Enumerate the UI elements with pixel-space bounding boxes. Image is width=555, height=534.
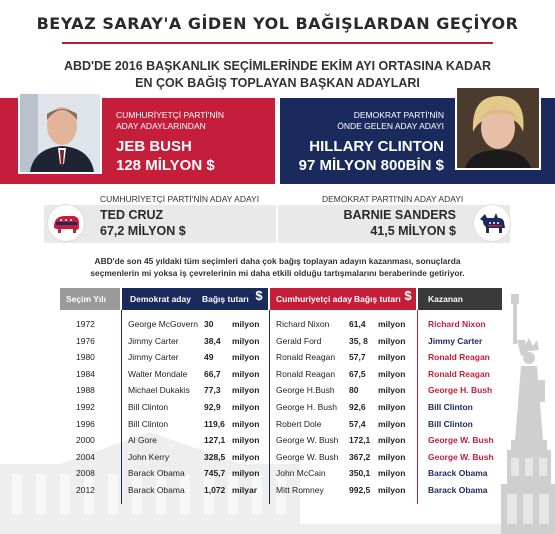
header-dem-label: Demokrat aday: [130, 294, 191, 304]
year-cell: 1992: [76, 402, 95, 412]
bush-caption: [116, 110, 224, 132]
democrat-amount-cell: 745,7: [204, 468, 226, 479]
democrat-name-cell: Bill Clinton: [128, 418, 169, 429]
democrat-unit-cell: milyon: [232, 468, 260, 479]
republican-name-cell: George W. Bush: [276, 451, 339, 462]
republican-unit-cell: milyon: [378, 485, 406, 495]
democrat-amount-cell: 77,3: [204, 385, 221, 396]
winner-cell: Richard Nixon: [428, 319, 486, 329]
republican-amount-cell: 80: [349, 385, 359, 396]
bush-amount: 128 MİLYON $: [116, 157, 215, 174]
year-cell: 1988: [76, 385, 95, 396]
winner-cell: Bill Clinton: [428, 418, 473, 429]
democrat-name-cell: Michael Dukakis: [128, 385, 190, 396]
clinton-photo: [455, 86, 541, 170]
table-row: [60, 482, 502, 499]
democrat-name-cell: Jimmy Carter: [128, 352, 179, 363]
header-dem-amount-label: Bağış tutarı: [202, 294, 249, 304]
winner-cell: George W. Bush: [428, 451, 494, 462]
bush-caption-line-2: ADAY ADAYLARINDAN: [116, 121, 206, 131]
republican-name-cell: George H. Bush: [276, 402, 337, 412]
dollar-icon: $: [255, 288, 263, 303]
republican-amount-cell: 35, 8: [349, 335, 368, 346]
republican-name-cell: Gerald Ford: [276, 335, 322, 346]
year-cell: 1972: [76, 319, 95, 329]
democrat-unit-cell: milyon: [232, 319, 260, 329]
winner-cell: George H. Bush: [428, 385, 493, 396]
republican-amount-cell: 61,4: [349, 319, 366, 329]
header-democrat: [122, 288, 268, 310]
republican-amount-cell: 57,4: [349, 418, 366, 429]
republican-amount-cell: 172,1: [349, 435, 371, 446]
democrat-unit-cell: milyon: [232, 385, 260, 396]
intro-line-2: seçmenlerin mi yoksa iş çevrelerinin mi daha etkili olduğu tartışmalarını beraberinde getiriyor.: [90, 268, 465, 278]
bush-photo: [18, 92, 102, 174]
sanders-name: BARNIE SANDERS: [343, 208, 456, 222]
democrat-name-cell: Bill Clinton: [128, 402, 169, 412]
header-year: [60, 288, 120, 310]
republican-unit-cell: milyon: [378, 368, 406, 379]
democrat-unit-cell: milyon: [232, 402, 260, 412]
year-cell: 2004: [76, 451, 95, 462]
table-row: [60, 349, 502, 366]
donkey-icon: [474, 205, 510, 241]
sanders-caption: DEMOKRAT PARTİ'NİN ADAY ADAYI: [322, 194, 464, 204]
republican-name-cell: Ronald Reagan: [276, 352, 336, 363]
democrat-amount-cell: 30: [204, 319, 214, 329]
table-row: [60, 432, 502, 449]
bush-name: JEB BUSH: [116, 138, 192, 155]
header-rep-label: Cumhuriyetçi aday: [276, 294, 353, 304]
header-republican: [270, 288, 416, 310]
republican-name-cell: Robert Dole: [276, 418, 322, 429]
cruz-name: TED CRUZ: [100, 208, 164, 222]
democrat-unit-cell: milyon: [232, 352, 260, 363]
year-cell: 1996: [76, 418, 95, 429]
winner-cell: George W. Bush: [428, 435, 494, 446]
year-cell: 1984: [76, 368, 95, 379]
header-year-label: Seçim Yılı: [66, 294, 107, 304]
democrat-amount-cell: 49: [204, 352, 214, 363]
dollar-icon: $: [404, 288, 412, 303]
clinton-amount: 97 MİLYON 800BİN $: [298, 157, 444, 174]
democrat-amount-cell: 38,4: [204, 335, 221, 346]
year-cell: 1980: [76, 352, 95, 363]
democrat-name-cell: Al Gore: [128, 435, 157, 446]
republican-name-cell: Ronald Reagan: [276, 368, 336, 379]
democrat-amount-cell: 127,1: [204, 435, 226, 446]
republican-unit-cell: milyon: [378, 468, 406, 479]
democrat-unit-cell: milyon: [232, 368, 260, 379]
header-winner-label: Kazanan: [428, 294, 463, 304]
subtitle-line-1: ABD'DE 2016 BAŞKANLIK SEÇİMLERİNDE EKİM AYI ORTASINA KADAR: [63, 59, 492, 73]
republican-amount-cell: 992,5: [349, 485, 371, 495]
year-cell: 1976: [76, 335, 95, 346]
democrat-amount-cell: 119,6: [204, 418, 225, 429]
intro-line-1: ABD'de son 45 yıldaki tüm seçimleri daha çok bağış toplayan adayın kazanması, sonuçlarda: [94, 256, 461, 266]
winner-cell: Barack Obama: [428, 468, 488, 479]
republican-unit-cell: milyon: [378, 402, 406, 412]
cruz-caption: CUMHURİYETÇİ PARTİ'NİN ADAY ADAYI: [100, 194, 260, 204]
year-cell: 2012: [76, 485, 95, 495]
sanders-amount: 41,5 MİLYON $: [370, 224, 456, 238]
clinton-caption: [296, 110, 444, 132]
winner-cell: Jimmy Carter: [428, 335, 483, 346]
header-winner: [418, 288, 502, 310]
republican-unit-cell: milyon: [378, 335, 406, 346]
republican-name-cell: John McCain: [276, 468, 326, 479]
republican-amount-cell: 367,2: [349, 451, 371, 462]
republican-amount-cell: 67,5: [349, 368, 366, 379]
democrat-unit-cell: milyon: [232, 435, 260, 446]
democrat-amount-cell: 328,5: [204, 451, 226, 462]
statue-of-liberty-icon: [495, 290, 555, 534]
subtitle-line-2: EN ÇOK BAĞIŞ TOPLAYAN BAŞKAN ADAYLARI: [135, 76, 420, 90]
clinton-name: HILLARY CLINTON: [309, 138, 444, 155]
republican-name-cell: Mitt Romney: [276, 485, 324, 495]
elephant-icon: [48, 205, 84, 241]
republican-amount-cell: 57,7: [349, 352, 366, 363]
republican-unit-cell: milyon: [378, 352, 406, 363]
clinton-caption-line-2: ÖNDE GELEN ADAY ADAYI: [337, 121, 444, 131]
democrat-name-cell: John Kerry: [128, 451, 170, 462]
republican-name-cell: George W. Bush: [276, 435, 339, 446]
winner-cell: Ronald Reagan: [428, 368, 490, 379]
democrat-name-cell: Barack Obama: [128, 468, 185, 479]
republican-amount-cell: 350,1: [349, 468, 371, 479]
year-cell: 2000: [76, 435, 95, 446]
table-row: [60, 333, 502, 350]
table-row: [60, 382, 502, 399]
republican-name-cell: Richard Nixon: [276, 319, 330, 329]
table-row: [60, 366, 502, 383]
democrat-name-cell: Jimmy Carter: [128, 335, 179, 346]
democrat-name-cell: Barack Obama: [128, 485, 185, 495]
winner-cell: Barack Obama: [428, 485, 488, 495]
democrat-name-cell: Walter Mondale: [128, 368, 188, 379]
republican-unit-cell: milyon: [378, 451, 406, 462]
republican-name-cell: George H.Bush: [276, 385, 335, 396]
table-row: [60, 465, 502, 482]
page-title: BEYAZ SARAY'A GİDEN YOL BAĞIŞLARDAN GEÇİYOR: [36, 14, 519, 33]
democrat-unit-cell: milyon: [232, 451, 260, 462]
header-rep-amount-label: Bağış tutarı: [354, 294, 401, 304]
democrat-unit-cell: milyon: [232, 418, 260, 429]
republican-unit-cell: milyon: [378, 435, 406, 446]
table-row: [60, 316, 502, 333]
table-row: [60, 416, 502, 433]
table-row: [60, 449, 502, 466]
cruz-amount: 67,2 MİLYON $: [100, 224, 186, 238]
bush-caption-line-1: CUMHURİYETÇİ PARTİ'NİN: [116, 110, 225, 120]
year-cell: 2008: [76, 468, 95, 479]
republican-unit-cell: milyon: [378, 385, 406, 396]
clinton-caption-line-1: DEMOKRAT PARTİ'NİN: [353, 110, 444, 120]
title-divider: [62, 42, 493, 44]
democrat-unit-cell: milyar: [232, 485, 258, 495]
winner-cell: Ronald Reagan: [428, 352, 490, 363]
democrat-amount-cell: 1,072: [204, 485, 226, 495]
democrat-amount-cell: 66,7: [204, 368, 221, 379]
democrat-amount-cell: 92,9: [204, 402, 221, 412]
republican-amount-cell: 92,6: [349, 402, 366, 412]
republican-unit-cell: milyon: [378, 319, 406, 329]
republican-unit-cell: milyon: [378, 418, 406, 429]
winner-cell: Bill Clinton: [428, 402, 473, 412]
intro-text: [60, 255, 495, 279]
table-row: [60, 399, 502, 416]
democrat-name-cell: George McGovern: [128, 319, 198, 329]
democrat-unit-cell: milyon: [232, 335, 260, 346]
